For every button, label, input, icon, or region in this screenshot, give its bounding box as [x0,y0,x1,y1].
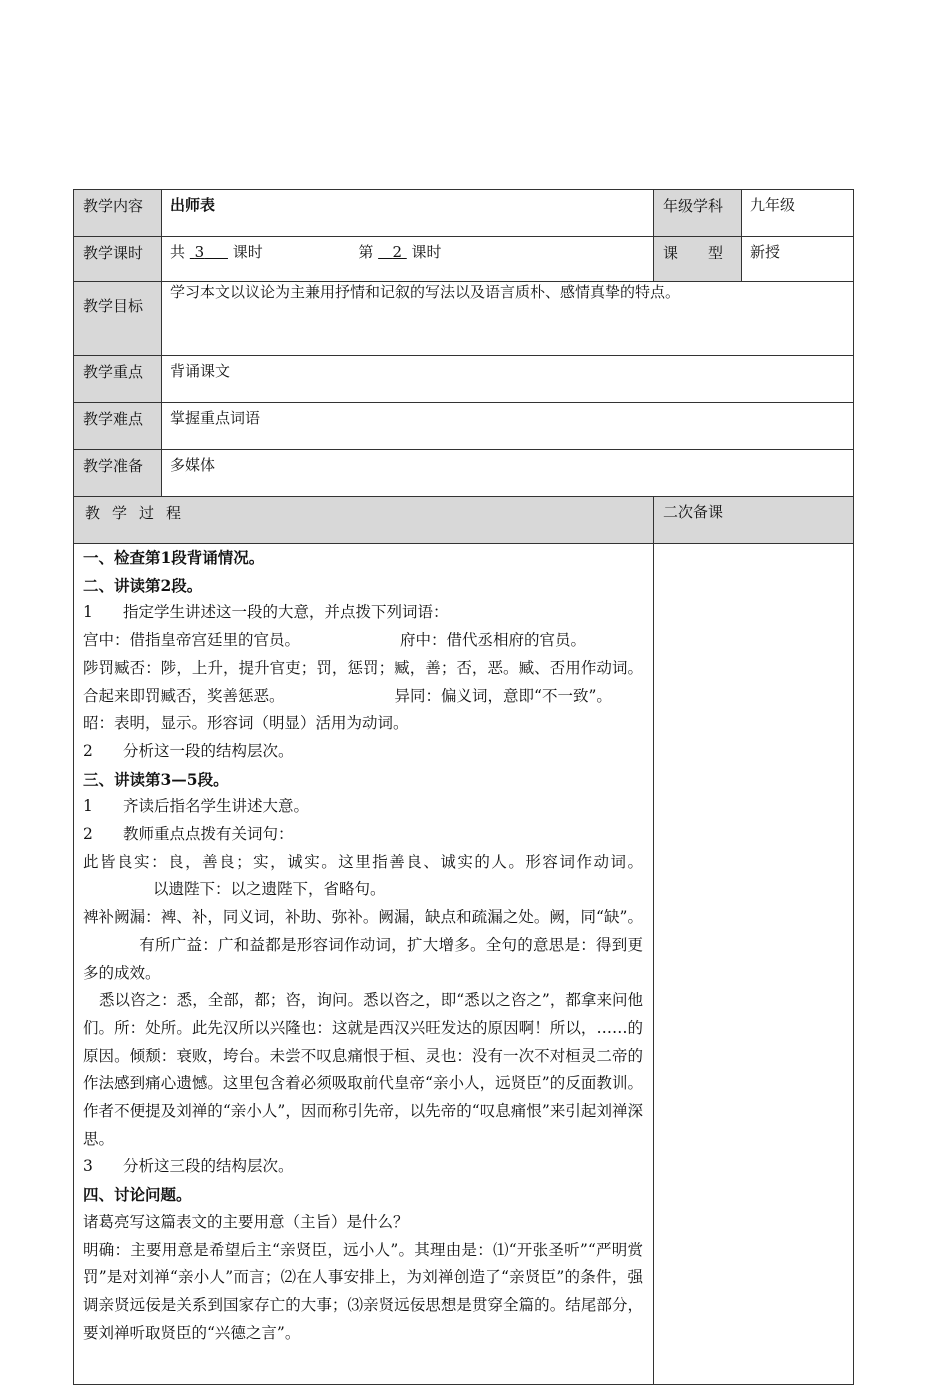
process-body [74,544,654,1385]
hours-current-prefix: 第 [358,243,374,261]
hours-total-prefix: 共 [170,243,186,261]
step-line [83,738,643,766]
type-label: 课 型 [654,237,742,282]
vocab-text: 宫中：借指皇帝宫廷里的官员。 [83,631,301,650]
grade-label: 年级学科 [654,190,742,237]
row-focus [74,356,854,403]
vocab-line [83,655,643,710]
row-difficulty [74,403,854,450]
vocab-line [83,627,643,655]
lesson-plan-table [73,189,854,1385]
step-number: 1 [83,797,93,816]
row-hours [74,237,854,282]
vocab-line [83,849,643,904]
hours-total-unit: 课时 [232,243,263,261]
step-line [83,821,643,849]
hours-current-unit: 课时 [411,243,442,261]
section-heading: 一、检查第1段背诵情况。 [83,548,265,567]
vocab-line [83,904,643,987]
vocab-text: 异同：偏义词，意即“不一致”。 [394,686,612,705]
step-text: 教师重点点拨有关词句： [123,825,294,844]
difficulty-label: 教学难点 [74,403,162,450]
goal-label: 教学目标 [74,282,162,356]
step-number: 2 [83,825,93,844]
hours-value [162,237,654,282]
row-process-head [74,497,854,544]
answer-text: 明确：主要用意是希望后主“亲贤臣，远小人”。其理由是：⑴“开张圣听”“严明赏罚”是对刘禅“亲小人”而言；⑵在人事安排上，为刘禅创造了“亲贤臣”的条件，强调亲贤远佞是关系到国家存亡的大事；⑶亲贤远佞思想是贯穿全篇的。结尾部分，要刘禅听取贤臣的“兴德之言”。 [83,1240,644,1342]
prep-label: 教学准备 [74,450,162,497]
step-text: 分析这一段的结构层次。 [123,741,294,760]
vocab-paragraph: 悉以咨之：悉，全部，都；咨，询问。悉以咨之，即“悉以之咨之”，都拿来问他们。所：处所。此先汉所以兴隆也：这就是西汉兴旺发达的原因啊！所以，……的原因。倾颓：衰败，垮台。未尝不叹息痛恨于桓、灵也：没有一次不对桓灵二帝的作法感到痛心遗憾。这里包含着必须吸取前代皇帝“亲小人，远贤臣”的反面教训。作者不便提及刘禅的“亲小人”，因而称引先帝，以先帝的“叹息痛恨”来引起刘禅深思。 [83,991,644,1148]
vocab-text: 府中：借代丞相府的官员。 [400,631,587,650]
content-label: 教学内容 [74,190,162,237]
row-body [74,544,854,1385]
step-text: 分析这三段的结构层次。 [123,1157,294,1176]
step-text: 齐读后指名学生讲述大意。 [123,797,310,816]
step-number: 2 [83,741,93,760]
vocab-text: 有所广益：广和益都是形容词作动词，扩大增多。全句的意思是：得到更多的成效。 [83,935,644,982]
row-prep [74,450,854,497]
goal-value: 学习本文以议论为主兼用抒情和记叙的写法以及语言质朴、感情真挚的特点。 [162,282,854,356]
vocab-line: 昭：表明，显示。形容词（明显）活用为动词。 [83,714,409,733]
type-value: 新授 [742,237,854,282]
difficulty-value: 掌握重点词语 [162,403,854,450]
content-value: 出师表 [162,190,654,237]
hours-total-num-text: 3 [194,243,205,261]
row-content [74,190,854,237]
second-label: 二次备课 [654,497,854,544]
hours-total-num [190,243,228,261]
focus-value: 背诵课文 [162,356,854,403]
section-heading: 二、讲读第2段。 [83,575,203,595]
step-line [83,599,643,627]
focus-label: 教学重点 [74,356,162,403]
step-line [83,793,643,821]
prep-value: 多媒体 [162,450,854,497]
vocab-text: 此皆良实：良，善良；实，诚实。这里指善良、诚实的人。形容词作动词。 [83,852,644,871]
grade-value: 九年级 [742,190,854,237]
vocab-text: 陟罚臧否：陟，上升，提升官吏；罚，惩罚；臧，善；否，恶。臧、否用作动词。合起来即罚臧否，奖善惩恶。 [83,658,644,705]
hours-current-num-text: 2 [392,243,402,261]
step-text: 指定学生讲述这一段的大意，并点拨下列词语： [123,603,449,622]
question-text: 诸葛亮写这篇表文的主要用意（主旨）是什么？ [83,1212,409,1231]
section-heading: 三、讲读第3—5段。 [83,769,229,789]
step-number: 3 [83,1157,93,1176]
step-number: 1 [83,603,93,622]
process-label: 教学过程 [74,497,654,544]
step-line [83,1153,643,1181]
row-goal [74,282,854,356]
hours-current-num [378,243,407,261]
hours-label: 教学课时 [74,237,162,282]
section-heading: 四、讨论问题。 [83,1185,192,1205]
second-body [654,544,854,1385]
vocab-text: 以遗陛下：以之遗陛下，省略句。 [153,880,386,899]
vocab-text: 裨补阙漏：裨、补，同义词，补助、弥补。阙漏，缺点和疏漏之处。阙，同“缺”。 [83,908,644,927]
